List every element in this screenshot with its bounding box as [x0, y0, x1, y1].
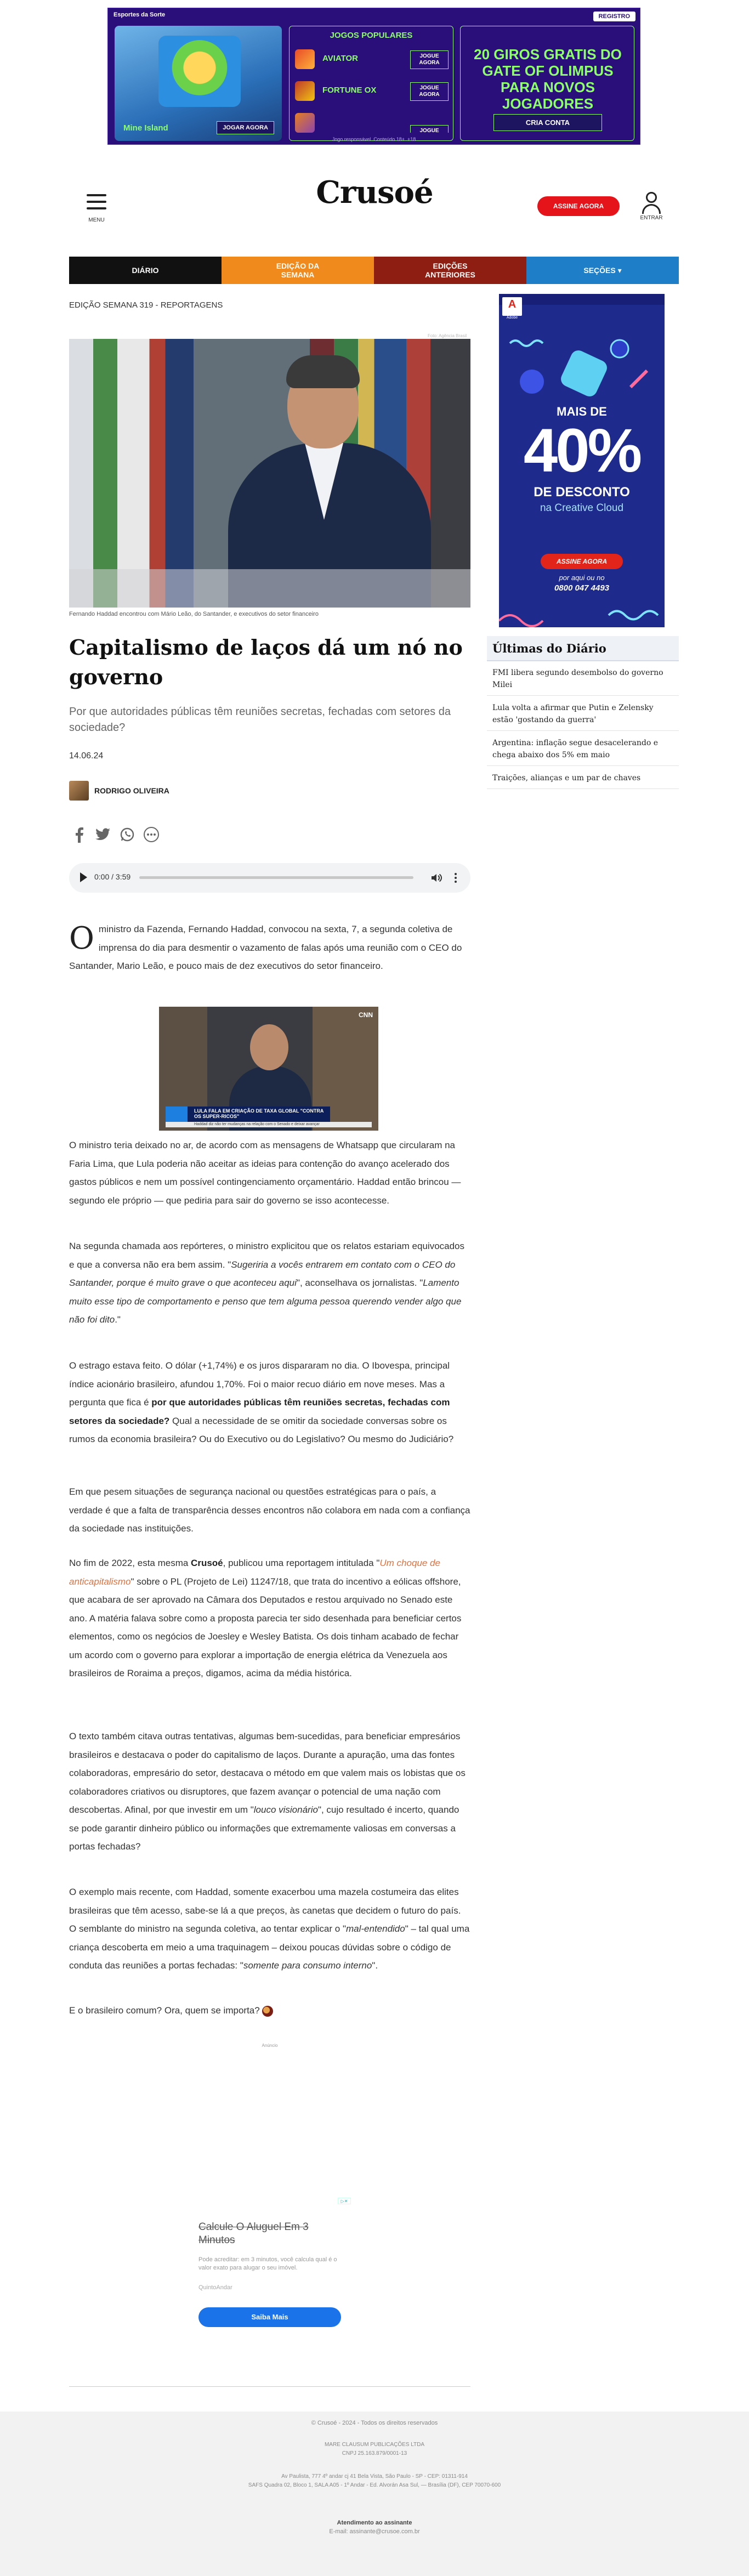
- paragraph-text: ", cujo resultado é incerto, quando se pode garantir dinheiro público ou informações que extremamente valiosas em conversas a portas fechadas?: [69, 1805, 459, 1852]
- paragraph-quote: Sugeriria a vocês entrarem em contato com o CEO do Santander, porque é muito grave o que aconteceu aqui: [69, 1259, 456, 1288]
- latest-news-item[interactable]: Traições, alianças e um par de chaves: [487, 768, 679, 789]
- article-link[interactable]: Um choque de anticapitalismo: [69, 1558, 440, 1587]
- article-title: Capitalismo de laços dá um nó no governo: [69, 635, 463, 689]
- article-paragraph: [69, 1237, 470, 1329]
- latest-news-title: Últimas do Diário: [487, 636, 679, 661]
- adchoices-icon[interactable]: ▷✕: [338, 2198, 351, 2204]
- ad-popular-games: [289, 26, 453, 141]
- paragraph-highlight: por que autoridades públicas têm reuniões secretas, fechadas com setores da sociedade?: [69, 1397, 450, 1426]
- paragraph-quote: somente para consumo interno: [243, 1960, 372, 1971]
- audio-time: 0:00 / 3:59: [94, 872, 131, 881]
- ad-register-button[interactable]: REGISTRO: [593, 12, 635, 21]
- login-label: ENTRAR: [640, 215, 663, 221]
- footer-address: Av Paulista, 777 4º andar cj 41 Bela Vista, São Paulo - SP - CEP: 01311-914: [281, 2473, 468, 2479]
- paragraph-text: .": [115, 1314, 121, 1325]
- decorative-shapes: [499, 332, 665, 404]
- adobe-brand: Adobe: [506, 316, 518, 320]
- ad-top-strip: [499, 294, 665, 305]
- ad-percentage: 40%: [523, 416, 640, 485]
- ad-phone-prefix: por aqui ou no: [559, 574, 605, 582]
- whatsapp-icon[interactable]: [117, 825, 137, 844]
- latest-news-item[interactable]: Lula volta a afirmar que Putin e Zelensky estão 'gostando da guerra': [487, 697, 679, 731]
- ad-phone-number: 0800 047 4493: [554, 583, 610, 593]
- paragraph-text: E o brasileiro comum? Ora, quem se importa?: [69, 2005, 260, 2016]
- latest-news-item[interactable]: Argentina: inflação segue desacelerando e chega abaixo dos 5% em maio: [487, 733, 679, 766]
- ad-game-row[interactable]: [295, 47, 449, 71]
- article-subtitle: Por que autoridades públicas têm reuniões secretas, fechadas com setores da sociedade?: [69, 706, 451, 734]
- fortune-ox-game-icon: [295, 81, 315, 101]
- nav-item-secoes[interactable]: [526, 257, 679, 284]
- author-name: RODRIGO OLIVEIRA: [94, 786, 169, 795]
- article-paragraph: Em que pesem situações de segurança nacional ou questões estratégicas para o país, a verdade é que a falta de transparência desses encontros não colabora em nada com a confiança da sociedade nas instituições.: [69, 1486, 470, 1534]
- user-icon: [646, 192, 657, 203]
- ad-game-row[interactable]: [295, 79, 449, 103]
- paragraph-quote: mal-entendido: [345, 1924, 405, 1934]
- ad-line-3: na Creative Cloud: [540, 502, 624, 514]
- ad-game-name: FORTUNE OX: [322, 86, 377, 95]
- ad-featured-game-name: Mine Island: [123, 123, 168, 133]
- divider: [69, 2386, 470, 2387]
- footer-support-email[interactable]: E-mail: assinante@crusoe.com.br: [329, 2528, 420, 2535]
- nav-label: SEÇÕES ▾: [583, 266, 622, 275]
- facebook-icon[interactable]: [69, 825, 89, 844]
- paragraph-text: , publicou uma reportagem intitulada ": [223, 1558, 380, 1568]
- site-footer: [0, 2412, 749, 2576]
- paragraph-quote: louco visionário: [253, 1805, 318, 1815]
- paragraph-text: ", aconselhava os jornalistas. ": [296, 1278, 423, 1288]
- sponsored-cta-button[interactable]: Saiba Mais: [198, 2307, 341, 2327]
- article-paragraph: [69, 2001, 470, 2020]
- article-end-icon: [262, 2006, 273, 2017]
- sponsored-description: Pode acreditar: em 3 minutos, você calcula qual é o valor exato para alugar o seu imóvel.: [198, 2256, 337, 2271]
- adobe-logo-icon: A: [502, 297, 522, 316]
- footer-copyright: © Crusoé - 2024 - Todos os direitos reservados: [311, 2420, 438, 2426]
- ad-line-2: DE DESCONTO: [534, 485, 630, 500]
- hamburger-icon: [87, 194, 106, 196]
- top-advertisement-banner[interactable]: [107, 8, 640, 145]
- hero-image: [69, 339, 470, 608]
- aviator-game-icon: [295, 49, 315, 69]
- ad-bonus-text: 20 GIROS GRATIS DO GATE OF OLIMPUS PARA NOVOS JOGADORES: [474, 46, 622, 112]
- paragraph-text: Na segunda chamada aos repórteres, o ministro explicitou que os relatos estariam equivocados e que a conversa não era bem assim. ": [69, 1241, 465, 1270]
- ad-subscribe-button[interactable]: ASSINE AGORA: [541, 554, 623, 569]
- ad-popular-title: JOGOS POPULARES: [330, 31, 413, 40]
- sidebar-advertisement[interactable]: [499, 294, 665, 627]
- ad-bonus-box: [460, 26, 634, 141]
- paragraph-quote: Lamento muito esse tipo de comportamento e penso que tem alguma pessoa querendo vender algo que não foi dito: [69, 1278, 462, 1325]
- sponsored-source: QuintoAndar: [198, 2284, 232, 2291]
- ad-game-play-button[interactable]: JOGUE: [410, 125, 449, 133]
- paragraph-text: " – tal qual uma criança descoberta em meio a uma traquinagem – deixou poucas dúvidas sobre o código de conduta das reuniões a portas fechadas: ": [69, 1924, 470, 1971]
- article-paragraph: [69, 1554, 470, 1683]
- nav-item-diario[interactable]: [69, 257, 222, 284]
- hero-photo-credit: Foto: Agência Brasil: [428, 333, 467, 338]
- volume-icon[interactable]: [430, 871, 443, 884]
- video-channel-logo: CNN: [359, 1011, 373, 1019]
- ad-game-play-button[interactable]: JOGUE AGORA: [410, 50, 449, 69]
- person-hair: [286, 355, 360, 388]
- paragraph-text: Qual a necessidade de se omitir da sociedade conversas sobre os rumos da economia brasileira? Ou do Executivo ou do Legislativo? Ou mesmo do Judiciário?: [69, 1415, 454, 1444]
- sponsored-title[interactable]: Calcule O Aluguel Em 3 Minutos: [198, 2221, 309, 2246]
- table-foreground: [69, 569, 470, 608]
- audio-player: [69, 863, 470, 893]
- breadcrumb[interactable]: EDIÇÃO SEMANA 319 - REPORTAGENS: [69, 300, 223, 310]
- game-thumbnail-image: [158, 36, 241, 107]
- footer-cnpj: CNPJ 25.163.879/0001-13: [342, 2450, 407, 2456]
- nav-item-edicao-da-semana[interactable]: [222, 257, 374, 284]
- menu-label: MENU: [88, 217, 105, 223]
- ad-game-play-button[interactable]: JOGUE AGORA: [410, 82, 449, 101]
- subscribe-button[interactable]: ASSINE AGORA: [537, 196, 620, 216]
- hamburger-icon-bar: [87, 207, 106, 209]
- paragraph-text: ".: [372, 1960, 378, 1971]
- paragraph-text: O texto também citava outras tentativas, algumas bem-sucedidas, para beneficiar empresários brasileiros e destacava o poder do capitalismo de laços. Durante a apuração, uma das fontes colaboradoras, empresário do setor, destacava o método em que valem mais os lobistas que os colaboradores criativos ou disruptores, que fazem avançar o potencial de uma nação com descobertas. Afinal, por que investir em um ": [69, 1731, 466, 1815]
- video-news-banner: LULA FALA EM CRIAÇÃO DE TAXA GLOBAL "CONTRA OS SUPER-RICOS": [166, 1107, 330, 1122]
- paragraph-highlight: Crusoé: [191, 1558, 223, 1568]
- video-badge: [166, 1107, 188, 1122]
- avatar: [69, 781, 89, 801]
- hero-caption: Fernando Haddad encontrou com Mário Leão, do Santander, e executivos do setor financeiro: [69, 611, 319, 617]
- paragraph-text: ministro da Fazenda, Fernando Haddad, convocou na sexta, 7, a segunda coletiva de imprensa do dia para desmentir o vazamento de falas após uma reunião com o CEO do Santander, Mario Leão, e pouco mais de dez executivos do setor financeiro.: [69, 924, 462, 971]
- sponsored-ad[interactable]: [186, 2195, 353, 2334]
- ad-featured-game-card[interactable]: [115, 26, 282, 141]
- latest-news-widget: [487, 636, 679, 797]
- video-ticker: Haddad diz não ter mudanças na relação com o Senado e deixar avançar: [166, 1122, 372, 1127]
- ad-featured-play-button[interactable]: JOGAR AGORA: [217, 121, 274, 134]
- article-date: 14.06.24: [69, 751, 104, 761]
- nav-label: EDIÇÕES ANTERIORES: [425, 262, 475, 279]
- main-navigation: [69, 257, 679, 284]
- ad-create-account-button[interactable]: CRIA CONTA: [493, 114, 602, 131]
- article-paragraph: [69, 920, 470, 975]
- site-logo[interactable]: Crusoé: [316, 174, 433, 211]
- nav-item-edicoes-anteriores[interactable]: [374, 257, 526, 284]
- nav-label: EDIÇÃO DA SEMANA: [276, 262, 320, 279]
- ad-game-name: AVIATOR: [322, 54, 359, 63]
- menu-button[interactable]: [86, 193, 107, 224]
- footer-support-title: Atendimento ao assinante: [337, 2520, 412, 2526]
- ad-disclaimer: Jogo responsável. Conteúdo 18+. +18: [332, 137, 416, 142]
- paragraph-text: O exemplo mais recente, com Haddad, somente exacerbou uma mazela costumeira das elites brasileiras que têm acesso, sabe-se lá a que preços, às canetas que decidem o futuro do país. O semblante do ministro na segunda coletiva, ao tentar explicar o ": [69, 1887, 461, 1934]
- article-paragraph: [69, 1883, 470, 1975]
- article-paragraph: O ministro teria deixado no ar, de acordo com as mensagens de Whatsapp que circularam na Faria Lima, que Lula poderia não aceitar as ideias para contenção do avanço acelerado dos gastos públicos e nem um possível contingenciamento orçamentário. Haddad então brincou — segundo ele próprio — que pediria para sair do governo se isso acontecesse.: [69, 1140, 461, 1206]
- article-paragraph: [69, 1357, 470, 1449]
- user-icon-body: [642, 204, 661, 214]
- nav-label: DIÁRIO: [132, 266, 159, 275]
- twitter-icon[interactable]: [93, 825, 113, 844]
- embedded-video[interactable]: [159, 1007, 378, 1131]
- ad-game-row[interactable]: [295, 111, 449, 133]
- decorative-waves: [499, 599, 665, 627]
- ad-line-1: MAIS DE: [557, 405, 607, 418]
- login-button[interactable]: [639, 191, 663, 224]
- video-person-face: [250, 1024, 288, 1070]
- play-icon[interactable]: [80, 872, 87, 882]
- footer-company: MARE CLAUSUM PUBLICAÇÕES LTDA: [324, 2442, 425, 2448]
- paragraph-text: " sobre o PL (Projeto de Lei) 11247/18, que trata do incentivo a eólicas offshore, que acabara de ser aprovado na Câmara dos Deputados e restou arquivado no Senado este ano. A matéria falava sobre como a proposta parecia ter sido desenhada para beneficiar certos elementos, como os negócios de Joesley e Wesley Batista. Os dois tinham acabado de fechar um acordo com o governo para explorar a importação de energia elétrica da Venezuela aos brasileiros de Roraima a preços, digamos, acima da média histórica.: [69, 1576, 462, 1678]
- latest-news-item[interactable]: FMI libera segundo desembolso do governo Milei: [487, 662, 679, 696]
- ad-brand-logo: Esportes da Sorte: [114, 12, 166, 18]
- more-icon[interactable]: [141, 825, 161, 844]
- paragraph-text: O estrago estava feito. O dólar (+1,74%) e os juros dispararam no dia. O Ibovespa, principal índice acionário brasileiro, afundou 1,70%. Foi o maior recuo diário em nove meses. Mas a pergunta que fica é: [69, 1360, 450, 1408]
- audio-progress-bar[interactable]: [139, 876, 413, 879]
- footer-address: SAFS Quadra 02, Bloco 1, SALA A05 - 1º Andar - Ed. Alvorán Asa Sul, — Brasília (DF), CEP 70070-600: [248, 2482, 501, 2488]
- audio-options-icon[interactable]: [453, 871, 458, 884]
- hamburger-icon-bar: [87, 201, 106, 203]
- advertisement-label: Anúncio: [262, 2043, 278, 2048]
- paragraph-text: No fim de 2022, esta mesma: [69, 1558, 191, 1568]
- drop-cap: O: [69, 921, 94, 956]
- game-icon: [295, 113, 315, 133]
- article-paragraph: [69, 1727, 470, 1856]
